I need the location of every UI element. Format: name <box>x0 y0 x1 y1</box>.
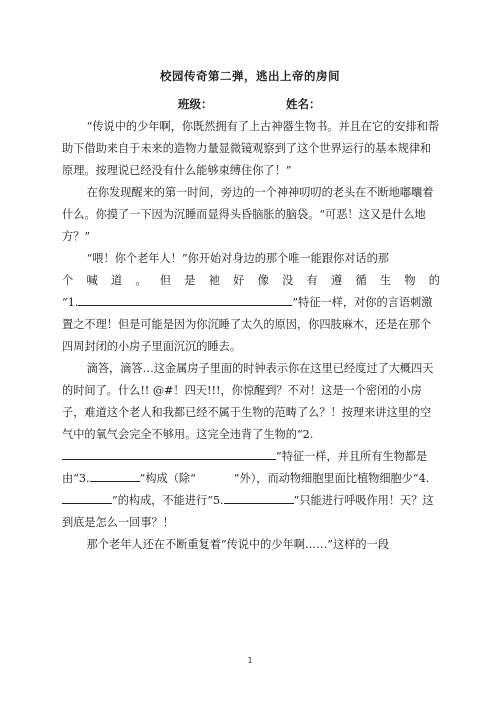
story-body <box>62 116 440 556</box>
page-number: 1 <box>247 656 253 665</box>
document-title: 校园传奇第二弹，逃出上帝的房间 <box>160 69 340 83</box>
class-label: 班级： <box>178 97 213 111</box>
question-3-suffix: ”构成（除“ <box>139 472 196 485</box>
answer-blank-4[interactable] <box>62 491 112 504</box>
paragraph-4-text: 滴答，滴答…这金属房子里面的时钟表示你在这里已经度过了大概四天的时间了。什么!! @#！四天!!!，你惊醒到？不对！这是一个密闭的小房子，难道这个老人和我都已经不属于生物的范畴了么？！按理来讲这里的空气中的氧气会完全不够用。这完全违背了生物的 <box>62 362 434 441</box>
question-4-suffix: ”的构成，不能进行“5. <box>112 494 224 507</box>
name-label: 姓名： <box>286 97 321 111</box>
paragraph-3-line-2: 个喊道。但是祂好像没有遵循生物的 <box>62 274 440 287</box>
question-1-suffix: ”特征一样，对你的言语刺激置之不理！但是可能是因为你沉睡了太久的原因，你四肢麻木，还是在那个四周封闭的小房子里面沉沉的睡去。 <box>62 296 433 353</box>
answer-blank-3b[interactable] <box>196 470 234 482</box>
answer-blank-1[interactable] <box>78 293 292 306</box>
question-2-suffix: ”特征一样，并且所有生物都是由“3. <box>62 450 428 485</box>
paragraph-3-line-1: “喂！你个老年人！”你开始对身边的那个唯一能跟你对话的那 <box>86 252 389 265</box>
paragraph-1: “传说中的少年啊，你既然拥有了上古神器生物书。并且在它的安排和帮助下借助来自于未来的造物力量显微镜观察到了这个世界运行的基本规律和原理。按理说已经没有什么能够束缚住你了！” <box>62 120 440 177</box>
answer-blank-5[interactable] <box>224 491 294 504</box>
question-2-prefix: “2. <box>296 428 314 441</box>
paragraph-3-rest <box>62 292 440 358</box>
question-1-prefix: “1. <box>62 296 79 309</box>
paragraph-4 <box>62 358 440 534</box>
paragraph-2: 在你发现醒来的第一时间，旁边的一个神神叨叨的老头在不断地嘟囔着什么。你摸了一下因为沉睡而显得头昏脑胀的脑袋。“可恶！这又是什么地方？” <box>62 186 434 243</box>
question-5-suffix: ”只能进行呼吸作用！天？这到底是怎么一回事？！ <box>62 494 434 529</box>
question-3b-suffix: ”外），而动物细胞里面比植物细胞少“4. <box>233 472 430 485</box>
paragraph-5: 那个老年人还在不断重复着“传说中的少年啊……”这样的一段 <box>86 538 389 551</box>
answer-blank-3[interactable] <box>90 469 140 482</box>
answer-blank-2[interactable] <box>62 447 276 460</box>
